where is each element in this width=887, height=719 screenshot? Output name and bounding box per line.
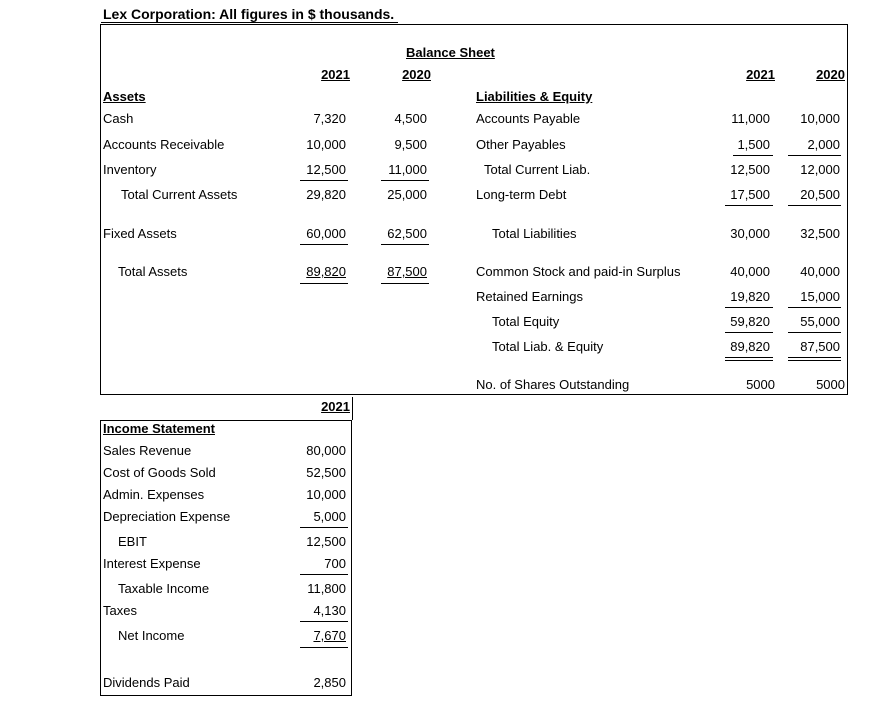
income-value: 11,800 (307, 581, 346, 596)
income-label: EBIT (118, 534, 147, 549)
income-value: 10,000 (306, 487, 346, 502)
asset-value-2021: 7,320 (313, 111, 346, 126)
subtotal-line (788, 332, 841, 333)
total-double-line (300, 283, 348, 284)
balance-sheet-heading: Balance Sheet (406, 45, 495, 60)
income-label: Depreciation Expense (103, 509, 231, 524)
liability-label: Other Payables (476, 137, 566, 152)
asset-value-2020: 62,500 (387, 226, 427, 241)
income-label: Net Income (118, 628, 185, 643)
year-header-right-2020: 2020 (816, 67, 845, 82)
subtotal-line (300, 244, 348, 245)
liability-value-2020: 12,000 (800, 162, 840, 177)
year-header-left-2021: 2021 (321, 67, 350, 82)
asset-label: Inventory (103, 162, 157, 177)
subtotal-line (381, 180, 429, 181)
total-double-line (788, 357, 841, 358)
liability-label: Total Liabilities (492, 226, 577, 241)
year-header-right-2021: 2021 (746, 67, 775, 82)
liability-value-2020: 2,000 (807, 137, 840, 152)
liabilities-heading: Liabilities & Equity (476, 89, 593, 104)
total-double-line (300, 647, 348, 648)
liability-value-2020: 20,500 (800, 187, 840, 202)
asset-value-2021: 10,000 (306, 137, 346, 152)
equity-value-2020: 40,000 (800, 264, 840, 279)
income-value: 80,000 (306, 443, 346, 458)
liability-value-2020: 10,000 (800, 111, 840, 126)
shares-value-2021: 5000 (746, 377, 775, 392)
liability-value-2021: 11,000 (731, 111, 770, 126)
subtotal-line (725, 332, 773, 333)
income-year-header: 2021 (321, 399, 350, 414)
asset-value-2021: 60,000 (306, 226, 346, 241)
asset-value-2021: 29,820 (306, 187, 346, 202)
asset-value-2020: 9,500 (394, 137, 427, 152)
liability-label: Long-term Debt (476, 187, 567, 202)
equity-label: Total Equity (492, 314, 560, 329)
subtotal-line (300, 527, 348, 528)
income-label: Interest Expense (103, 556, 201, 571)
liability-value-2021: 12,500 (730, 162, 770, 177)
income-value: 5,000 (313, 509, 346, 524)
income-value: 7,670 (313, 628, 346, 643)
equity-value-2021: 40,000 (730, 264, 770, 279)
liability-label: Accounts Payable (476, 111, 581, 126)
equity-value-2021: 59,820 (730, 314, 770, 329)
asset-label: Fixed Assets (103, 226, 177, 241)
equity-value-2020: 15,000 (800, 289, 840, 304)
income-label: Taxes (103, 603, 137, 618)
liability-label: Total Current Liab. (484, 162, 591, 177)
subtotal-line (788, 205, 841, 206)
asset-label: Accounts Receivable (103, 137, 225, 152)
subtotal-line (733, 155, 773, 156)
year-header-left-2020: 2020 (402, 67, 431, 82)
assets-heading: Assets (103, 89, 146, 104)
income-label: Dividends Paid (103, 675, 190, 690)
asset-value-2020: 11,000 (388, 162, 427, 177)
income-value: 2,850 (313, 675, 346, 690)
equity-label: Retained Earnings (476, 289, 583, 304)
asset-label: Total Current Assets (121, 187, 238, 202)
income-value: 4,130 (313, 603, 346, 618)
income-statement-heading: Income Statement (103, 421, 215, 436)
shares-label: No. of Shares Outstanding (476, 377, 630, 392)
equity-value-2021: 19,820 (730, 289, 770, 304)
asset-value-2020: 4,500 (394, 111, 427, 126)
subtotal-line (300, 621, 348, 622)
page-title: Lex Corporation: All figures in $ thousands. (103, 6, 395, 22)
liability-value-2021: 30,000 (730, 226, 770, 241)
total-double-line (381, 283, 429, 284)
income-value: 52,500 (306, 465, 346, 480)
income-label: Sales Revenue (103, 443, 192, 458)
income-label: Admin. Expenses (103, 487, 205, 502)
total-double-line (788, 360, 841, 361)
title-underline (101, 22, 398, 23)
income-label: Cost of Goods Sold (103, 465, 216, 480)
equity-label: Common Stock and paid-in Surplus (476, 264, 681, 279)
equity-value-2021: 89,820 (730, 339, 770, 354)
total-double-line (725, 357, 773, 358)
income-value: 700 (324, 556, 346, 571)
subtotal-line (725, 307, 773, 308)
subtotal-line (725, 205, 773, 206)
liability-value-2021: 1,500 (737, 137, 770, 152)
subtotal-line (300, 574, 348, 575)
liability-value-2020: 32,500 (800, 226, 840, 241)
income-label: Taxable Income (118, 581, 210, 596)
income-year-border (352, 397, 353, 420)
asset-label: Total Assets (118, 264, 188, 279)
subtotal-line (788, 307, 841, 308)
shares-value-2020: 5000 (816, 377, 845, 392)
subtotal-line (300, 180, 348, 181)
income-value: 12,500 (306, 534, 346, 549)
liability-value-2021: 17,500 (730, 187, 770, 202)
total-double-line (725, 360, 773, 361)
subtotal-line (381, 244, 429, 245)
asset-value-2021: 89,820 (306, 264, 346, 279)
equity-label: Total Liab. & Equity (492, 339, 604, 354)
asset-value-2020: 25,000 (387, 187, 427, 202)
equity-value-2020: 87,500 (800, 339, 840, 354)
assets-column-border (100, 85, 101, 395)
subtotal-line (788, 155, 841, 156)
asset-value-2021: 12,500 (306, 162, 346, 177)
asset-value-2020: 87,500 (387, 264, 427, 279)
equity-value-2020: 55,000 (800, 314, 840, 329)
asset-label: Cash (103, 111, 134, 126)
